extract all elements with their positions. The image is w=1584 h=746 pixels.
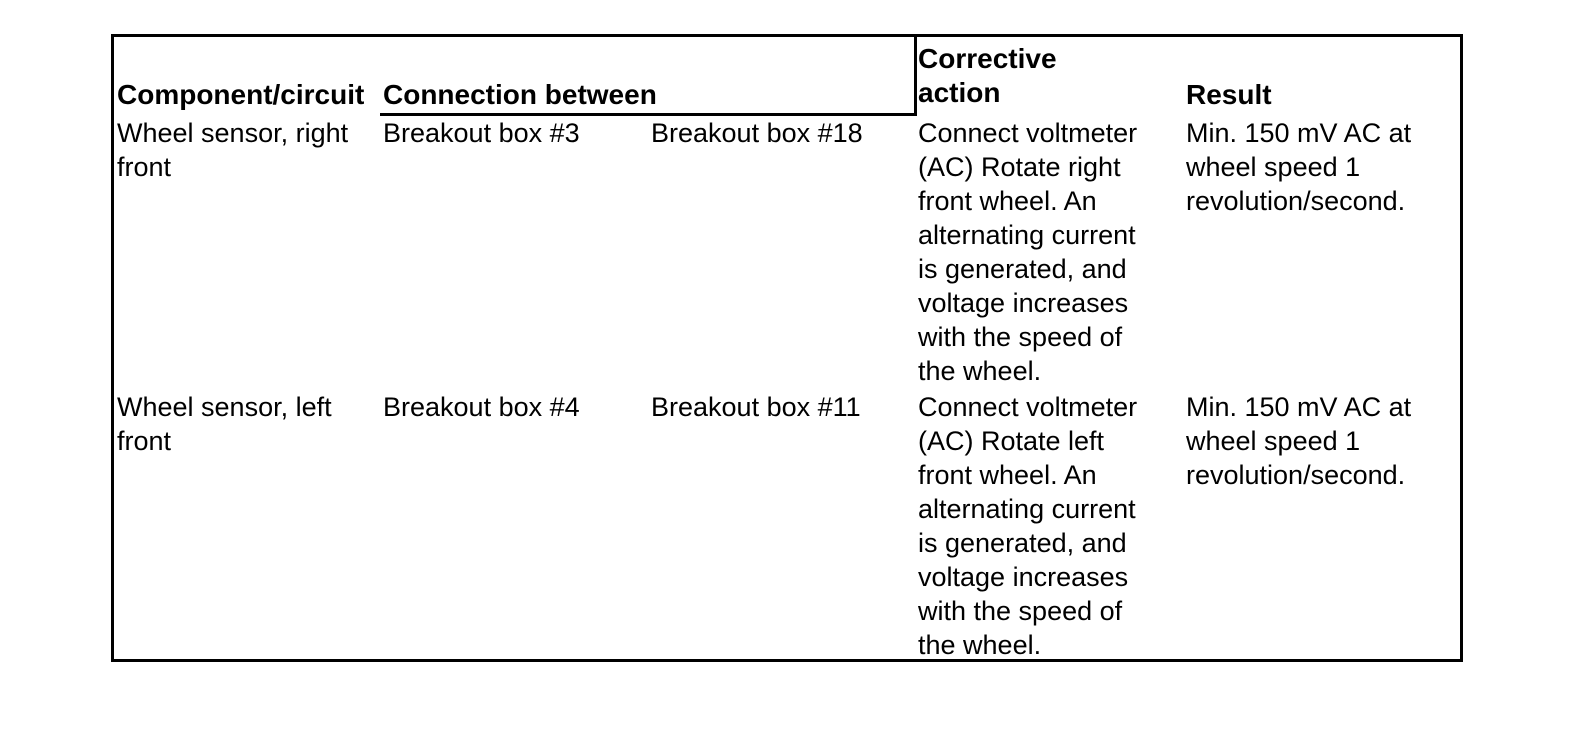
header-connection-between: Connection between (383, 79, 657, 110)
header-connection-top-rule (380, 34, 918, 37)
row2-connection-to: Breakout box #11 (651, 392, 861, 422)
header-component: Component/circuit (117, 79, 365, 110)
header-corrective-action: Corrective action (918, 43, 1057, 108)
row1-connection-to: Breakout box #18 (651, 118, 863, 148)
row1-connection-from: Breakout box #3 (383, 118, 580, 148)
row2-result: Min. 150 mV AC at wheel speed 1 revolution/second. (1186, 392, 1412, 490)
row1-corrective-action: Connect voltmeter (AC) Rotate right front wheel. An alternating current is generated, and voltage increases with the speed of the wheel. (918, 118, 1138, 386)
row1-component: Wheel sensor, right front (117, 118, 349, 182)
header-result: Result (1186, 79, 1272, 110)
row2-corrective-action: Connect voltmeter (AC) Rotate left front wheel. An alternating current is generated, and voltage increases with the speed of the wheel. (918, 392, 1138, 660)
header-corrective-left-rule (914, 34, 917, 116)
row1-result: Min. 150 mV AC at wheel speed 1 revolution/second. (1186, 118, 1412, 216)
row2-component: Wheel sensor, left front (117, 392, 332, 456)
row2-connection-from: Breakout box #4 (383, 392, 580, 422)
